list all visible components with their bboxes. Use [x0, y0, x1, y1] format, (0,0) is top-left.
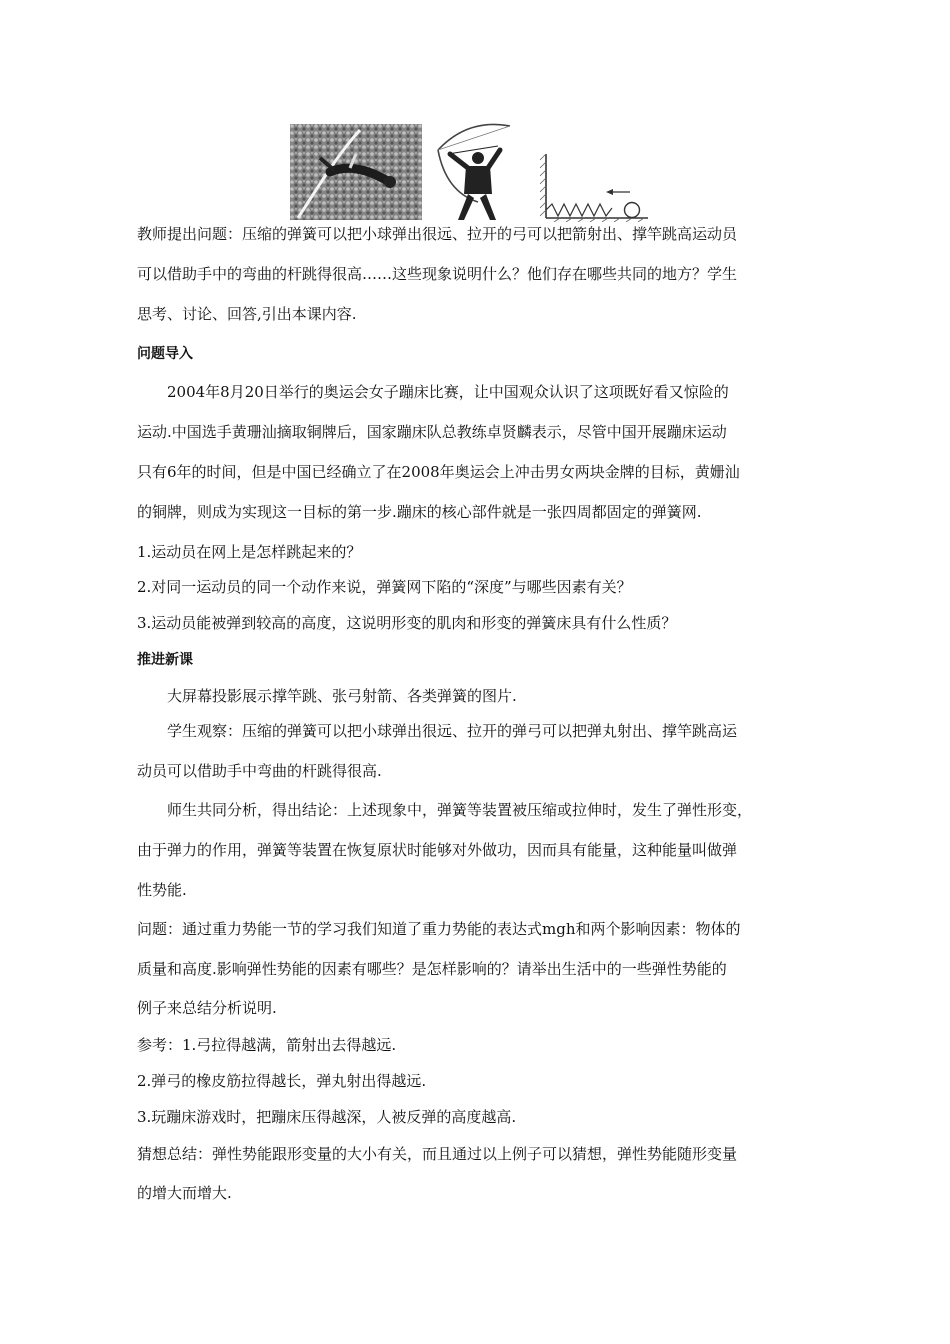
paragraph-line: 2004年8月20日举行的奥运会女子蹦床比赛，让中国观众认识了这项既好看又惊险的: [167, 383, 729, 401]
question-item: 2.对同一运动员的同一个动作来说，弹簧网下陷的“深度”与哪些因素有关？: [137, 578, 632, 596]
paragraph-line: 性势能.: [137, 881, 187, 899]
illustration-row: [290, 122, 670, 226]
paragraph-line: 的铜牌，则成为实现这一目标的第一步.蹦床的核心部件就是一张四周都固定的弹簧网.: [137, 503, 702, 521]
paragraph-line: 学生观察：压缩的弹簧可以把小球弹出很远、拉开的弹弓可以把弹丸射出、撑竿跳高运: [167, 722, 738, 740]
paragraph-line: 质量和高度.影响弹性势能的因素有哪些？是怎样影响的？请举出生活中的一些弹性势能的: [137, 960, 727, 978]
reference-item: 3.玩蹦床游戏时，把蹦床压得越深，人被反弹的高度越高.: [137, 1108, 517, 1126]
paragraph-line: 由于弹力的作用，弹簧等装置在恢复原状时能够对外做功，因而具有能量，这种能量叫做弹: [137, 841, 738, 859]
intro-line-1: 教师提出问题：压缩的弹簧可以把小球弹出很远、拉开的弓可以把箭射出、撑竿跳高运动员: [137, 225, 738, 243]
paragraph-line: 运动.中国选手黄珊汕摘取铜牌后，国家蹦床队总教练卓贤麟表示，尽管中国开展蹦床运动: [137, 423, 727, 441]
section-heading-new-lesson: 推进新课: [137, 652, 193, 668]
section-heading-problem-intro: 问题导入: [137, 346, 193, 362]
paragraph-line: 问题：通过重力势能一节的学习我们知道了重力势能的表达式mgh和两个影响因素：物体的: [137, 920, 741, 938]
paragraph-line: 动员可以借助手中弯曲的杆跳得很高.: [137, 762, 382, 780]
intro-line-2: 可以借助手中的弯曲的杆跳得很高……这些现象说明什么？他们存在哪些共同的地方？学生: [137, 265, 738, 283]
intro-line-3: 思考、讨论、回答,引出本课内容.: [137, 305, 357, 323]
question-item: 3.运动员能被弹到较高的高度，这说明形变的肌肉和形变的弹簧床具有什么性质？: [137, 614, 677, 632]
paragraph-line: 师生共同分析，得出结论：上述现象中，弹簧等装置被压缩或拉伸时，发生了弹性形变，: [167, 801, 753, 819]
paragraph-line: 只有6年的时间，但是中国已经确立了在2008年奥运会上冲击男女两块金牌的目标，黄姗汕: [137, 463, 740, 481]
paragraph-line: 猜想总结：弹性势能跟形变量的大小有关，而且通过以上例子可以猜想，弹性势能随形变量: [137, 1145, 738, 1163]
pole-vault-photo: [290, 124, 422, 220]
paragraph-line: 例子来总结分析说明.: [137, 999, 277, 1017]
reference-item: 2.弹弓的橡皮筋拉得越长，弹丸射出得越远.: [137, 1072, 427, 1090]
question-item: 1.运动员在网上是怎样跳起来的？: [137, 543, 362, 561]
reference-item: 参考：1.弓拉得越满，箭射出去得越远.: [137, 1036, 397, 1054]
paragraph-line: 大屏幕投影展示撑竿跳、张弓射箭、各类弹簧的图片.: [167, 687, 517, 705]
spring-ball-diagram: [540, 152, 652, 222]
archer-drawing: [428, 122, 518, 222]
paragraph-line: 的增大而增大.: [137, 1184, 232, 1202]
